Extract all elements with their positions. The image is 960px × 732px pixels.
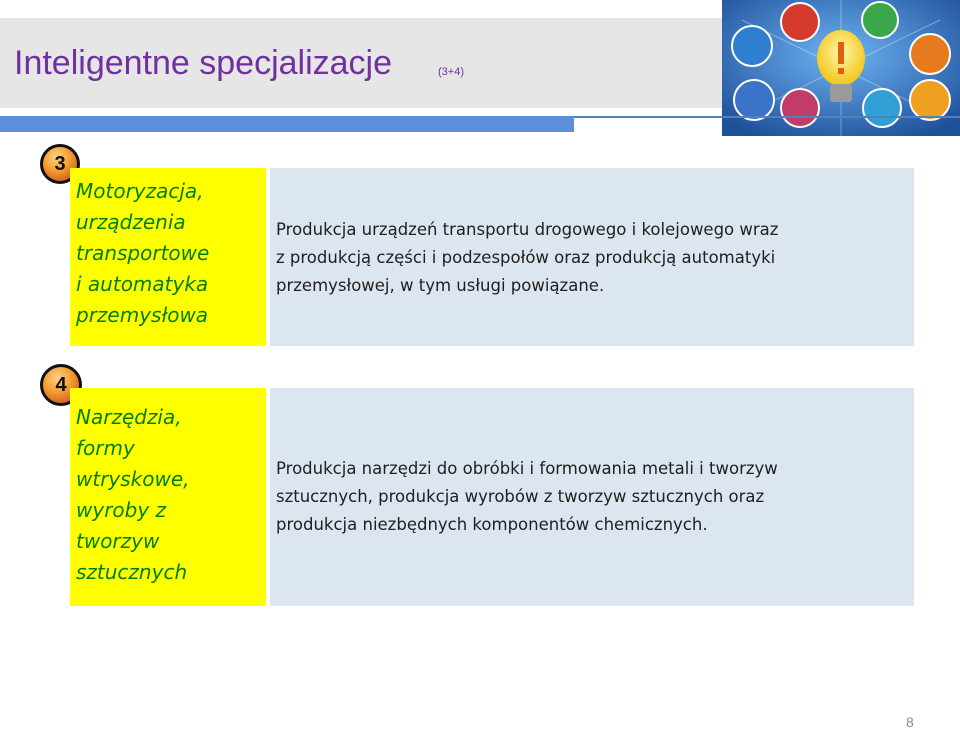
name-line: sztucznych [76,560,188,584]
name-line: transportowe [76,241,210,265]
description-line: przemysłowej, w tym usługi powiązane. [276,276,605,295]
description-line: Produkcja urządzeń transportu drogowego i kolejowego wraz [276,220,779,239]
title-suffix: (3+4) [438,66,464,78]
specialization-name [76,402,190,588]
description-line: z produkcją części i podzespołów oraz produkcją automatyki [276,248,776,267]
name-line: tworzyw [76,529,160,553]
name-line: formy [76,436,135,460]
name-line: wtryskowe, [76,467,190,491]
header-accent-bar [0,116,574,132]
page-number: 8 [906,714,914,730]
name-line: przemysłowa [76,303,209,327]
description [276,216,778,300]
specialization-name [76,176,209,331]
name-line: wyroby z [76,498,167,522]
page-title: Inteligentne specjalizacje [14,44,393,82]
name-line: urządzenia [76,210,186,234]
description-line: Produkcja narzędzi do obróbki i formowania metali i tworzyw [276,459,778,478]
number-badge: 4 [40,364,82,406]
name-line: Narzędzia, [76,405,182,429]
description-line: sztucznych, produkcja wyrobów z tworzyw sztucznych oraz [276,487,765,506]
description [276,455,778,539]
description-line: produkcja niezbędnych komponentów chemicznych. [276,515,708,534]
name-line: Motoryzacja, [76,179,204,203]
number-badge: 3 [40,144,80,184]
name-line: i automatyka [76,272,209,296]
